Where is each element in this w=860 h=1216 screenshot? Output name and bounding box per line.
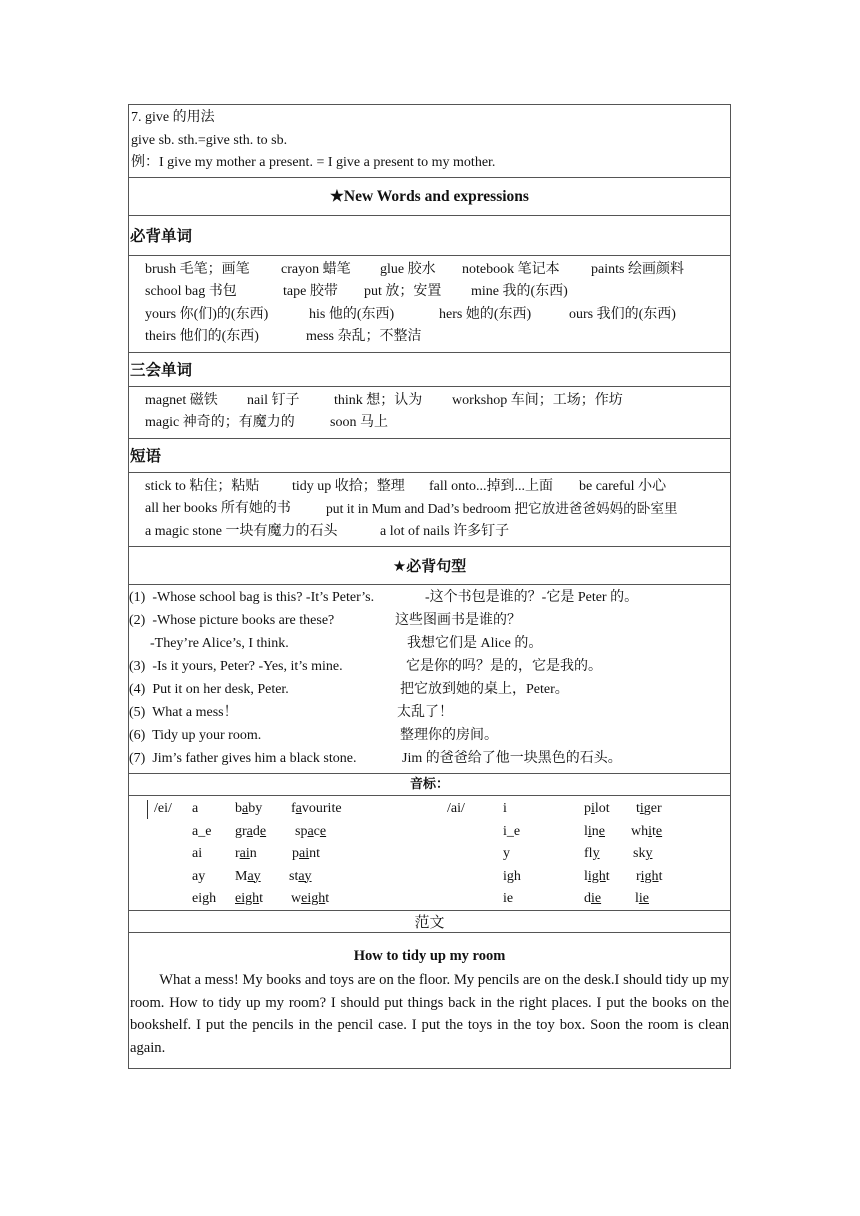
word-item: theirs 他们的(东西) bbox=[145, 329, 259, 344]
word-item: tape 胶带 bbox=[283, 284, 338, 299]
sentence-en: (4) Put it on her desk, Peter. bbox=[129, 682, 289, 697]
three-words-heading: 三会单词 bbox=[128, 352, 731, 386]
essay-paragraph: What a mess! My books and toys are on the floor. My pencils are on the desk.I should tidy up my room. How to tidy up my room? I should put things back in the right places. I put the books on the bookshelf. I put the pencils in the pencil case. I put the toys in the toy box. Soon the room is clean again. bbox=[130, 972, 729, 1057]
phoneme-ei-label: /ei/ bbox=[154, 801, 172, 816]
word-row bbox=[145, 412, 730, 435]
word-item: think 想；认为 bbox=[334, 392, 423, 408]
three-words-list bbox=[128, 386, 731, 438]
spelling: i_e bbox=[503, 823, 521, 839]
example-word: grade bbox=[235, 823, 267, 839]
spelling: ay bbox=[192, 868, 206, 884]
spelling: eigh bbox=[192, 891, 217, 906]
spelling: a_e bbox=[192, 823, 212, 839]
example-word: right bbox=[636, 868, 663, 884]
word-item: nail 钉子 bbox=[247, 392, 300, 408]
word-item: yours 你(们)的(东西) bbox=[145, 306, 269, 322]
table-marker bbox=[147, 800, 148, 819]
sentence-zh: 这些图画书是谁的？ bbox=[395, 613, 521, 628]
sentence-row bbox=[129, 656, 730, 679]
word-item: mess 杂乱；不整洁 bbox=[306, 329, 422, 344]
word-row bbox=[145, 281, 730, 304]
word-item: crayon 蜡笔 bbox=[281, 261, 351, 277]
spelling: ie bbox=[503, 891, 514, 906]
sentence-zh: 把它放到她的桌上，Peter。 bbox=[400, 682, 569, 697]
example-word: line bbox=[584, 823, 605, 839]
spelling: igh bbox=[503, 868, 521, 884]
example-word: weight bbox=[291, 891, 330, 906]
phrase-row bbox=[145, 521, 730, 544]
phrase-item: fall onto...掉到...上面 bbox=[429, 478, 554, 494]
word-row bbox=[145, 304, 730, 327]
example-word: white bbox=[631, 823, 663, 839]
word-item: school bag 书包 bbox=[145, 284, 237, 299]
phrase-item: tidy up 收拾；整理 bbox=[292, 478, 405, 494]
example-word: eight bbox=[235, 891, 263, 906]
word-item: paints 绘画颜料 bbox=[591, 261, 684, 277]
sentence-row bbox=[129, 725, 730, 748]
example-word: light bbox=[584, 868, 610, 884]
sentences-list bbox=[128, 584, 731, 773]
sentence-row bbox=[129, 748, 730, 771]
word-row bbox=[145, 326, 730, 349]
sentence-zh: 我想它们是 Alice 的。 bbox=[407, 636, 543, 651]
sentence-row bbox=[129, 633, 730, 656]
must-words-heading: 必背单词 bbox=[128, 215, 731, 255]
phrases-list bbox=[128, 472, 731, 547]
sentence-row bbox=[129, 679, 730, 702]
example-word: die bbox=[584, 891, 602, 906]
phoneme-ai-label: /ai/ bbox=[447, 801, 465, 816]
word-item: hers 她的(东西) bbox=[439, 306, 532, 322]
example-word: paint bbox=[292, 846, 320, 861]
phrase-item: stick to 粘住；粘贴 bbox=[145, 478, 260, 494]
word-item: brush 毛笔；画笔 bbox=[145, 261, 250, 277]
give-usage-pattern: give sb. sth.=give sth. to sb. bbox=[131, 132, 288, 148]
word-item: his 他的(东西) bbox=[309, 306, 395, 322]
phrase-row bbox=[145, 498, 730, 521]
spelling: a bbox=[192, 801, 199, 816]
sentence-zh: 整理你的房间。 bbox=[400, 728, 498, 743]
sentences-heading: ★必背句型 bbox=[128, 546, 731, 584]
word-item: notebook 笔记本 bbox=[462, 261, 560, 277]
phrase-row bbox=[145, 476, 730, 499]
sentence-row bbox=[129, 610, 730, 633]
word-item: put 放；安置 bbox=[364, 284, 442, 299]
sentence-zh: Jim 的爸爸给了他一块黑色的石头。 bbox=[402, 751, 622, 766]
example-word: stay bbox=[289, 868, 312, 884]
example-word: rain bbox=[235, 846, 257, 861]
phrase-item: put it in Mum and Dad’s bedroom 把它放进爸爸妈妈的卧室里 bbox=[326, 501, 678, 516]
essay-title: How to tidy up my room bbox=[353, 948, 506, 964]
word-item: glue 胶水 bbox=[380, 261, 436, 277]
sentence-row bbox=[129, 702, 730, 725]
spelling: i bbox=[503, 801, 507, 816]
give-usage-example: 例：I give my mother a present. = I give a present to my mother. bbox=[131, 155, 496, 170]
sentence-en: (1) -Whose school bag is this? -It’s Peter’s. bbox=[129, 590, 375, 605]
spelling: ai bbox=[192, 846, 203, 861]
phrases-heading: 短语 bbox=[128, 438, 731, 472]
model-essay-heading: 范文 bbox=[128, 910, 731, 932]
sentence-en: -They’re Alice’s, I think. bbox=[129, 636, 289, 651]
example-word: May bbox=[235, 868, 261, 884]
new-words-heading: ★New Words and expressions bbox=[128, 177, 731, 215]
sentence-en: (5) What a mess！ bbox=[129, 705, 238, 720]
word-row bbox=[145, 259, 730, 282]
example-word: favourite bbox=[291, 801, 342, 816]
word-item: magic 神奇的；有魔力的 bbox=[145, 415, 295, 430]
word-item: magnet 磁铁 bbox=[145, 392, 218, 408]
notes-table bbox=[128, 104, 731, 1069]
give-usage-section bbox=[128, 104, 731, 177]
sentence-en: (3) -Is it yours, Peter? -Yes, it’s mine. bbox=[129, 659, 343, 674]
model-essay bbox=[128, 932, 731, 1069]
example-word: fly bbox=[584, 846, 600, 861]
give-usage-heading: 7. give 的用法 bbox=[131, 110, 215, 125]
sentence-en: (2) -Whose picture books are these? bbox=[129, 613, 335, 628]
essay-body bbox=[129, 969, 730, 1060]
example-word: sky bbox=[633, 846, 653, 861]
example-word: lie bbox=[635, 891, 649, 906]
word-item: mine 我的(东西) bbox=[471, 284, 568, 299]
sentence-zh: -这个书包是谁的？-它是 Peter 的。 bbox=[425, 590, 639, 605]
phrase-item: all her books 所有她的书 bbox=[145, 501, 291, 516]
example-word: space bbox=[295, 823, 327, 839]
sentence-en: (7) Jim’s father gives him a black stone. bbox=[129, 751, 357, 766]
example-word: tiger bbox=[636, 801, 662, 816]
word-item: ours 我们的(东西) bbox=[569, 306, 676, 322]
word-row bbox=[145, 390, 730, 413]
example-word: pilot bbox=[584, 801, 610, 816]
phrase-item: be careful 小心 bbox=[579, 478, 667, 494]
word-item: workshop 车间；工场；作坊 bbox=[452, 392, 623, 408]
sentence-en: (6) Tidy up your room. bbox=[129, 728, 262, 743]
word-item: soon 马上 bbox=[330, 415, 388, 430]
must-words-list bbox=[128, 255, 731, 352]
sentence-row bbox=[129, 587, 730, 610]
phrase-item: a magic stone 一块有魔力的石头 bbox=[145, 523, 338, 539]
sentence-zh: 它是你的吗？是的，它是我的。 bbox=[406, 659, 602, 674]
phonetics-heading: 音标： bbox=[128, 773, 731, 795]
phonetics-table bbox=[128, 795, 731, 910]
example-word: baby bbox=[235, 801, 263, 816]
spelling: y bbox=[503, 846, 510, 861]
phrase-item: a lot of nails 许多钉子 bbox=[380, 523, 510, 539]
sentence-zh: 太乱了！ bbox=[397, 705, 453, 720]
